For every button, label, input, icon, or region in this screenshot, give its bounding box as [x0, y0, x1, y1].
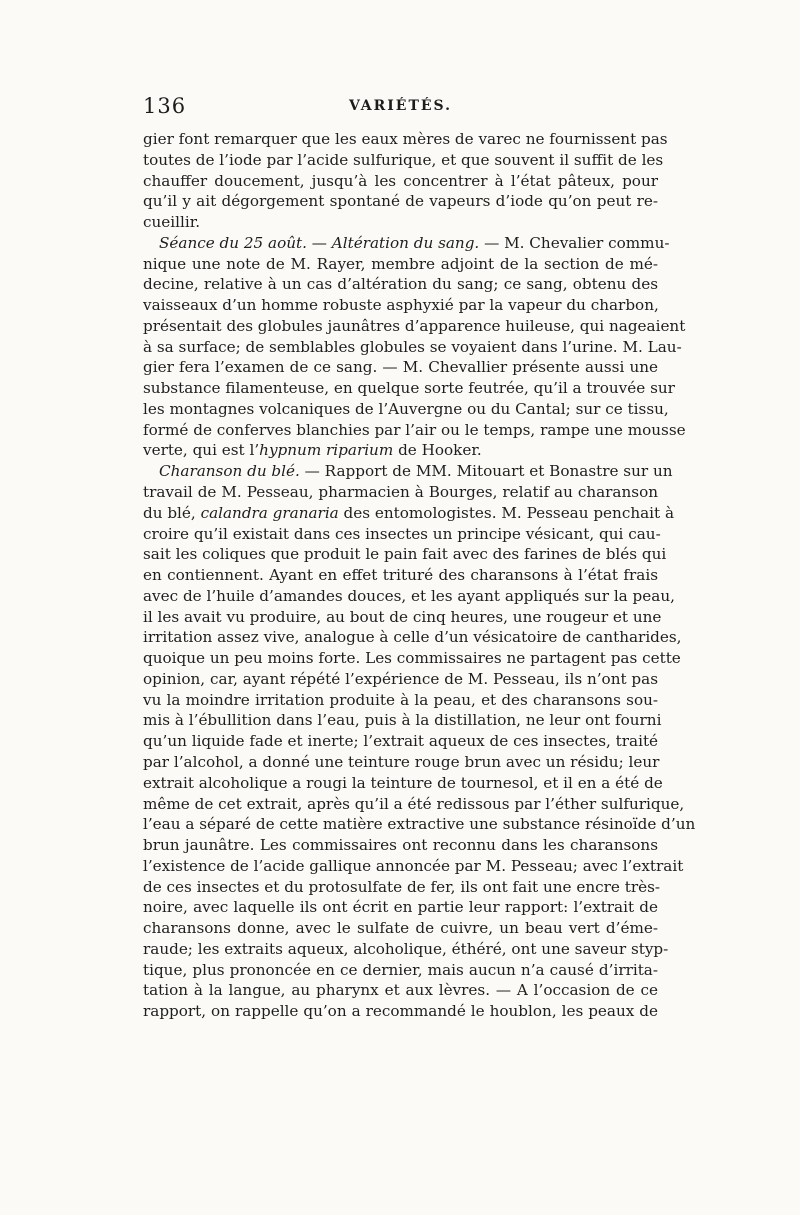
text-segment: du blé, — [143, 503, 201, 522]
text-segment: qu’un liquide fade et inerte; l’extrait aqueux de ces insectes, traité — [143, 732, 659, 751]
text-segment: croire qu’il existait dans ces insectes un principe vésicant, qui cau- — [143, 524, 661, 543]
text-segment: gier font remarquer que les eaux mères de varec ne fournissent pas — [143, 130, 668, 148]
text-line — [143, 627, 682, 648]
text-segment: opinion, car, ayant répété l’expérience de M. Pesseau, ils n’ont pas — [143, 669, 658, 688]
text-line — [143, 274, 658, 295]
text-line — [143, 378, 675, 399]
text-segment: mis à l’ébullition dans l’eau, puis à la distillation, ne leur ont fourni — [143, 711, 662, 730]
text-segment: nique une note de M. Rayer, membre adjoint de la section de mé- — [143, 254, 658, 273]
text-line — [143, 939, 669, 960]
italic-text: calandra granaria — [200, 503, 339, 522]
text-line — [143, 877, 658, 898]
text-line — [143, 586, 675, 607]
text-segment: il les avait vu produire, au bout de cinq heures, une rougeur et une — [143, 607, 662, 626]
text-segment: toutes de l’iode par l’acide sulfurique, et que souvent il suffit de les — [143, 150, 664, 169]
text-segment: les montagnes volcaniques de l’Auvergne ou du Cantal; sur ce tissu, — [143, 399, 669, 418]
text-line — [143, 607, 662, 628]
text-segment: vu la moindre irritation produite à la peau, et des charansons sou- — [143, 690, 658, 709]
text-line — [143, 357, 658, 378]
text-line — [143, 440, 658, 461]
running-head-title: VARIÉTÉS. — [348, 98, 453, 114]
text-line — [143, 773, 663, 794]
text-line — [143, 150, 664, 171]
text-segment: rapport, on rappelle qu’on a recommandé le houblon, les peaux de — [143, 1002, 658, 1021]
text-segment: des entomologistes. M. Pesseau penchait à — [338, 503, 675, 522]
text-line — [143, 212, 658, 233]
text-line — [143, 752, 658, 773]
text-line — [143, 295, 658, 316]
text-segment: vaisseaux d’un homme robuste asphyxié par la vapeur du charbon, — [143, 296, 659, 315]
text-segment: irritation assez vive, analogue à celle d’un vésicatoire de cantharides, — [143, 628, 682, 647]
text-line — [143, 690, 658, 711]
text-segment: travail de M. Pesseau, pharmacien à Bourges, relatif au charanson — [143, 483, 658, 502]
text-line — [143, 461, 673, 482]
text-segment: brun jaunâtre. Les commissaires ont reconnu dans les charansons — [143, 836, 658, 855]
text-line — [143, 648, 681, 669]
text-segment: de Hooker. — [393, 441, 482, 460]
text-line — [143, 191, 658, 212]
running-head — [143, 94, 658, 128]
text-segment: avec de l’huile d’amandes douces, et les ayant appliqués sur la peau, — [143, 586, 675, 605]
text-segment: — Rapport de MM. Mitouart et Bonastre sur un — [299, 462, 673, 481]
text-segment: l’existence de l’acide gallique annoncée par M. Pesseau; avec l’extrait — [143, 856, 684, 875]
text-line — [143, 669, 658, 690]
text-line — [143, 399, 669, 420]
text-line — [143, 1001, 658, 1022]
text-segment: en contiennent. Ayant en effet trituré des charansons à l’état frais — [143, 566, 658, 585]
text-segment: noire, avec laquelle ils ont écrit en partie leur rapport: l’extrait de — [143, 898, 658, 917]
text-line — [143, 565, 658, 586]
text-segment: cueillir. — [143, 213, 201, 232]
text-line — [143, 129, 668, 150]
italic-text: Séance du 25 août. — Altération du sang. — [159, 233, 480, 252]
text-line — [143, 918, 658, 939]
text-line — [143, 171, 658, 192]
text-line — [143, 856, 684, 877]
italic-text: Charanson du blé. — [159, 462, 300, 481]
text-segment: extrait alcoholique a rougi la teinture de tournesol, et il en a été de — [143, 773, 663, 792]
text-line — [143, 814, 696, 835]
text-line — [143, 544, 667, 565]
text-line — [143, 835, 658, 856]
text-line — [143, 482, 658, 503]
text-segment: charansons donne, avec le sulfate de cuivre, un beau vert d’éme- — [143, 919, 658, 938]
text-segment: formé de conferves blanchies par l’air ou le temps, rampe une mousse — [143, 420, 686, 439]
text-segment: chauffer doucement, jusqu’à les concentrer à l’état pâteux, pour — [143, 171, 658, 190]
text-line — [143, 420, 686, 441]
text-line — [143, 980, 658, 1001]
text-line — [143, 503, 675, 524]
page-number: 136 — [143, 94, 187, 118]
body-text — [143, 129, 696, 1022]
text-line — [143, 731, 658, 752]
text-segment: l’eau a séparé de cette matière extractive une substance résinoïde d’un — [143, 815, 696, 834]
text-segment: substance filamenteuse, en quelque sorte feutrée, qu’il a trouvée sur — [143, 379, 675, 398]
text-segment: présentait des globules jaunâtres d’apparence huileuse, qui nageaient — [143, 316, 686, 335]
text-segment: quoique un peu moins forte. Les commissaires ne partagent pas cette — [143, 649, 681, 668]
text-segment: tation à la langue, au pharynx et aux lèvres. — A l’occasion de ce — [143, 981, 658, 1000]
text-line — [143, 794, 685, 815]
text-segment: verte, qui est l’ — [143, 441, 260, 460]
text-segment: gier fera l’examen de ce sang. — M. Chevallier présente aussi une — [143, 358, 658, 377]
text-line — [143, 316, 686, 337]
text-segment: à sa surface; de semblables globules se voyaient dans l’urine. M. Lau- — [143, 337, 682, 356]
text-line — [143, 337, 682, 358]
text-segment: sait les coliques que produit le pain fait avec des farines de blés qui — [143, 545, 667, 564]
text-segment: de ces insectes et du protosulfate de fer, ils ont fait une encre très- — [143, 877, 660, 896]
text-segment: raude; les extraits aqueux, alcoholique, éthéré, ont une saveur styp- — [143, 939, 669, 958]
text-line — [143, 254, 658, 275]
text-line — [143, 897, 658, 918]
text-segment: decine, relative à un cas d’altération du sang; ce sang, obtenu des — [143, 275, 658, 294]
text-line — [143, 960, 658, 981]
text-line — [143, 710, 662, 731]
text-segment: — M. Chevalier commu- — [479, 233, 670, 252]
text-segment: même de cet extrait, après qu’il a été redissous par l’éther sulfurique, — [143, 794, 685, 813]
text-line — [143, 524, 661, 545]
text-segment: qu’il y ait dégorgement spontané de vapeurs d’iode qu’on peut re- — [143, 192, 658, 211]
text-segment: tique, plus prononcée en ce dernier, mais aucun n’a causé d’irrita- — [143, 960, 658, 979]
italic-text: hypnum riparium — [259, 441, 394, 460]
text-line — [143, 233, 670, 254]
text-segment: par l’alcohol, a donné une teinture rouge brun avec un résidu; leur — [143, 752, 660, 771]
